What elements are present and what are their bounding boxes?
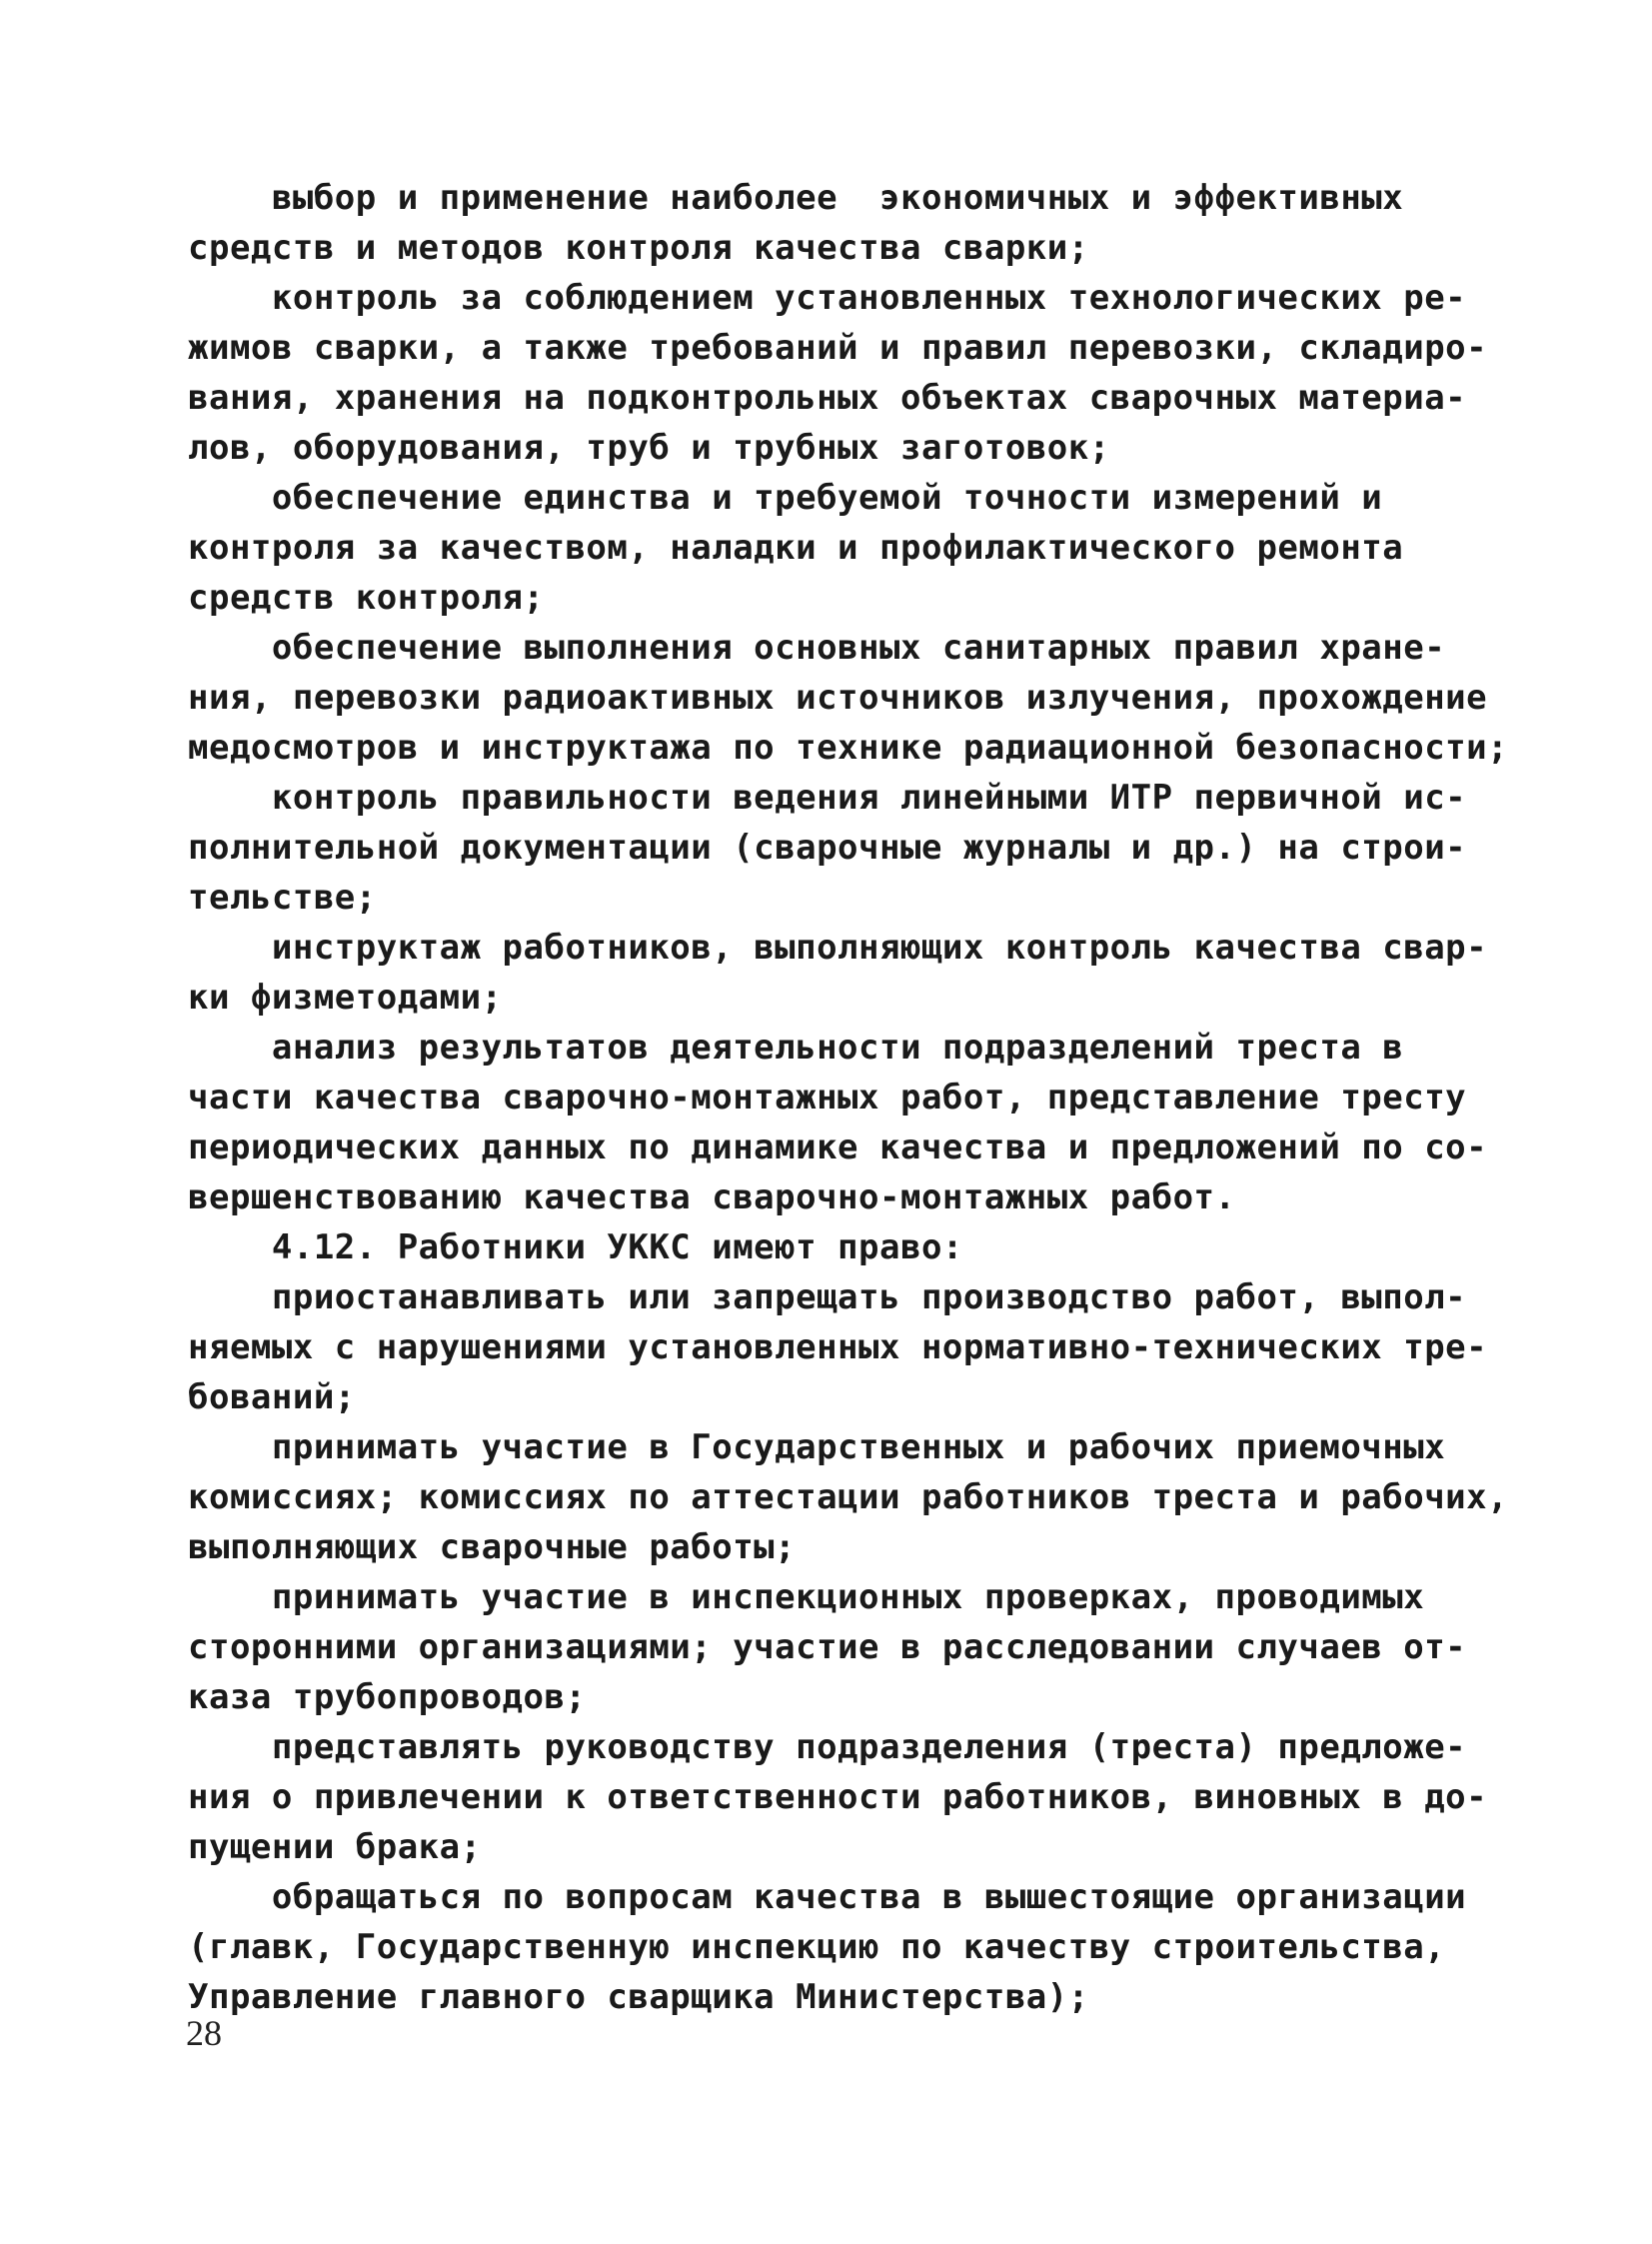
text-line: анализ результатов деятельности подразделений треста в (188, 1028, 1404, 1068)
text-line: обеспечение выполнения основных санитарных правил хране- (188, 628, 1446, 668)
text-line: Управление главного сварщика Министерства); (188, 1977, 1089, 2017)
text-line: инструктаж работников, выполняющих контроль качества свар- (188, 928, 1488, 968)
text-line: обеспечение единства и требуемой точности измерений и (188, 478, 1383, 518)
text-line: медосмотров и инструктажа по технике радиационной безопасности; (188, 728, 1509, 768)
text-line: (главк, Государственную инспекцию по качеству строительства, (188, 1927, 1446, 1967)
text-line: сторонними организациями; участие в расследовании случаев от- (188, 1627, 1467, 1667)
text-line: вершенствованию качества сварочно-монтажных работ. (188, 1177, 1236, 1217)
text-line: каза трубопроводов; (188, 1677, 587, 1717)
text-line: контроля за качеством, наладки и профилактического ремонта (188, 528, 1404, 568)
text-line: выбор и применение наиболее экономичных и эффективных (188, 178, 1404, 218)
text-line: контроль правильности ведения линейными ИТР первичной ис- (188, 778, 1467, 818)
text-line: средств и методов контроля качества сварки; (188, 228, 1089, 268)
text-line: принимать участие в инспекционных проверках, проводимых (188, 1577, 1425, 1617)
text-line: бований; (188, 1377, 356, 1417)
text-line: ки физметодами; (188, 978, 503, 1018)
text-line: няемых с нарушениями установленных нормативно-технических тре- (188, 1327, 1488, 1367)
text-line: выполняющих сварочные работы; (188, 1527, 797, 1567)
text-line: комиссиях; комиссиях по аттестации работников треста и рабочих, (188, 1477, 1509, 1517)
text-line: ния о привлечении к ответственности работников, виновных в до- (188, 1777, 1488, 1817)
page-number: 28 (186, 2013, 222, 2053)
text-line: части качества сварочно-монтажных работ, представление тресту (188, 1078, 1467, 1118)
text-line: контроль за соблюдением установленных технологических ре- (188, 278, 1467, 318)
text-line: представлять руководству подразделения (треста) предложе- (188, 1727, 1467, 1767)
text-line: 4.12. Работники УККС имеют право: (188, 1227, 963, 1267)
text-line: приостанавливать или запрещать производство работ, выпол- (188, 1277, 1467, 1317)
text-line: пущении брака; (188, 1827, 482, 1867)
text-line: периодических данных по динамике качества и предложений по со- (188, 1127, 1488, 1167)
text-line: тельстве; (188, 878, 377, 918)
text-line: ния, перевозки радиоактивных источников излучения, прохождение (188, 678, 1488, 718)
text-line: обращаться по вопросам качества в вышестоящие организации (188, 1877, 1467, 1917)
text-line: жимов сварки, а также требований и правил перевозки, складиро- (188, 328, 1488, 368)
text-line: средств контроля; (188, 578, 545, 618)
text-line: полнительной документации (сварочные журналы и др.) на строи- (188, 828, 1467, 868)
text-line: принимать участие в Государственных и рабочих приемочных (188, 1427, 1446, 1467)
text-line: лов, оборудования, труб и трубных заготовок; (188, 428, 1110, 468)
text-line: вания, хранения на подконтрольных объектах сварочных материа- (188, 378, 1467, 418)
